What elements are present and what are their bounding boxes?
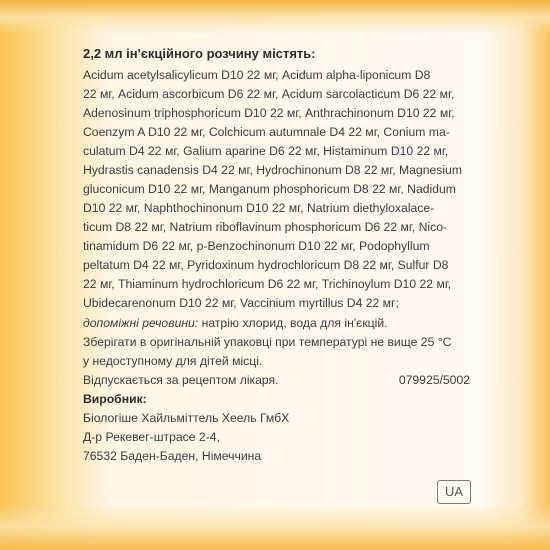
ingredients-line: Coenzym A D10 22 мг, Colchicum autumnale D4 22 мг, Conium ma- (83, 125, 450, 139)
storage-line: Зберігати в оригінальній упаковці при температурі не вище 25 °C (83, 335, 452, 349)
ingredients-line: tinamidum D6 22 мг, p-Benzochinonum D10 22 мг, Podophyllum (83, 239, 430, 253)
prescription-row (83, 371, 470, 390)
registration-code: 079925/5002 (398, 373, 470, 387)
ingredients-line: Hydrastis canadensis D4 22 мг, Hydrochinonum D8 22 мг, Magnesium (83, 163, 462, 177)
ingredients-line: Ubidecarenonum D10 22 мг, Vaccinium myrtillus D4 22 мг; (83, 296, 399, 310)
ingredients-line: D10 22 мг, Naphthochinonum D10 22 мг, Natrium diethyloxalacе- (83, 201, 435, 215)
ingredients-line: culatum D4 22 мг, Galium aparine D6 22 мг, Histaminum D10 22 мг, (83, 144, 449, 158)
ingredients-line: gluconicum D10 22 мг, Manganum phosphoricum D8 22 мг, Nadidum (83, 182, 456, 196)
ingredients-line: peltatum D4 22 мг, Pyridoxinum hydrochloricum D8 22 мг, Sulfur D8 (83, 258, 449, 272)
ingredients-line: 22 мг, Thiaminum hydrochloricum D6 22 мг, Trichinoylum D10 22 мг, (83, 277, 452, 291)
leaflet-text (83, 44, 470, 466)
manufacturer-name: Біологіше Хайльміттель Хеель ГмбХ (83, 411, 290, 425)
ingredients-list (83, 66, 470, 313)
manufacturer-city: 76532 Баден-Баден, Німеччина (83, 449, 262, 463)
ingredients-line: Acidum acetylsalicylicum D10 22 мг, Acidum alpha-liponicum D8 (83, 68, 431, 82)
ingredients-line: Adenosinum triphosphoricum D10 22 мг, Anthrachinonum D10 22 мг, (83, 106, 455, 120)
auxiliary-substances (83, 314, 470, 333)
manufacturer-label: Виробник: (83, 392, 147, 406)
auxiliary-text: натрію хлорид, вода для ін'єкцій. (198, 316, 388, 330)
ingredients-line: ticum D8 22 мг, Natrium riboflavinum phosphoricum D6 22 мг, Nico- (83, 220, 448, 234)
auxiliary-label: допоміжні речовини: (83, 316, 199, 330)
prescription-text: Відпускається за рецептом лікаря. (83, 373, 279, 387)
country-badge: UA (437, 480, 471, 504)
manufacturer-street: Д-р Рекевег-штрасе 2-4, (83, 430, 220, 444)
ingredients-line: 22 мг, Acidum ascorbicum D6 22 мг, Acidum sarcolacticum D6 22 мг, (83, 87, 455, 101)
storage-line: у недоступному для дітей місці. (83, 354, 263, 368)
composition-heading: 2,2 мл ін'єкційного розчину містять: (83, 46, 316, 61)
